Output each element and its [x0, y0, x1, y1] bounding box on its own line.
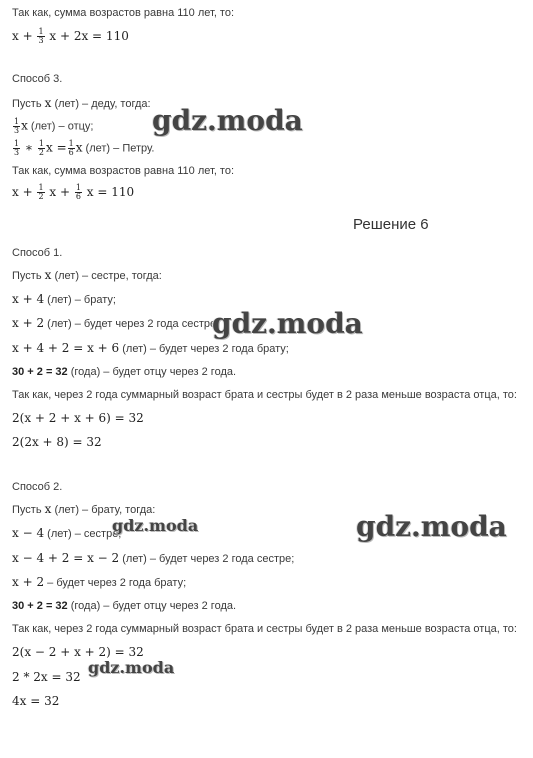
equation-line: 2(x + 2 + x + 6) = 32 [12, 411, 144, 425]
text-line [12, 575, 186, 590]
numerator: 1 [14, 117, 20, 126]
fraction [13, 118, 20, 135]
numerator: 1 [68, 139, 74, 148]
denominator: 3 [14, 126, 20, 135]
method-title: Способ 2. [12, 481, 63, 493]
text-part: (года) – будет отцу через 2 года. [67, 600, 237, 612]
math-term: x + 4 + 2 = x + 6 [12, 341, 120, 355]
text-part: (лет) – деду, тогда: [51, 98, 151, 110]
watermark: gdz.moda [152, 104, 303, 137]
watermark: gdz.moda [356, 510, 507, 543]
text-line [12, 96, 151, 111]
text-line [12, 341, 289, 356]
numerator: 1 [75, 183, 81, 192]
method-title: Способ 3. [12, 73, 63, 85]
math-term: x + 2 [12, 316, 45, 330]
math-term: x − 4 [12, 526, 45, 540]
math-term: x [44, 96, 52, 110]
fraction [68, 140, 75, 157]
text-part: (лет) – брату; [44, 294, 116, 306]
denominator: 6 [75, 192, 81, 201]
math-term: x [44, 502, 52, 516]
text-part: (лет) – Петру. [82, 142, 155, 155]
math-term: x [44, 268, 52, 282]
text-line [12, 118, 93, 135]
text-part: Пусть [12, 270, 45, 282]
denominator: 3 [14, 148, 20, 157]
text-line [12, 316, 219, 331]
math-term: x − 4 + 2 = x − 2 [12, 551, 120, 565]
text-line: Так как, через 2 года суммарный возраст брата и сестры будет в 2 раза меньше возраста отца, то: [12, 389, 517, 401]
method-title: Способ 1. [12, 247, 63, 259]
text-part: (лет) – брату, тогда: [51, 504, 156, 516]
text-line [12, 599, 236, 613]
math-term: ∗ [21, 140, 37, 155]
denominator: 6 [68, 148, 74, 157]
fraction [38, 140, 45, 157]
math-term: x [75, 140, 83, 155]
equation-line: 2(2x + 8) = 32 [12, 435, 102, 449]
text-line: Так как, сумма возрастов равна 110 лет, то: [12, 7, 235, 19]
math-term: x + 2 [12, 575, 45, 589]
text-part: Пусть [12, 98, 45, 110]
fraction [37, 184, 44, 201]
denominator: 2 [38, 192, 44, 201]
fraction [75, 184, 82, 201]
equation-line [12, 28, 129, 45]
text-line [12, 292, 116, 307]
math-term: x = [45, 140, 67, 155]
numerator: 1 [38, 139, 44, 148]
text-line [12, 502, 155, 517]
text-part: (года) – будет отцу через 2 года. [67, 366, 237, 378]
math-term: x = 110 [86, 185, 135, 199]
math-term: x [21, 118, 28, 133]
denominator: 2 [38, 148, 44, 157]
text-part: (лет) – будет через 2 года брату; [119, 343, 289, 355]
fraction [37, 28, 44, 45]
watermark: gdz.moda [88, 658, 175, 677]
text-line [12, 140, 154, 157]
equation-line: 4x = 32 [12, 694, 60, 708]
math-term: 30 + 2 = 32 [12, 366, 68, 378]
equation-line: 2(x − 2 + x + 2) = 32 [12, 645, 144, 659]
numerator: 1 [14, 139, 20, 148]
equation-line [12, 184, 134, 201]
denominator: 3 [38, 36, 44, 45]
math-term: 30 + 2 = 32 [12, 600, 68, 612]
text-part: (лет) – сестре; [44, 528, 122, 540]
fraction [13, 140, 20, 157]
math-term: x + [12, 185, 33, 199]
math-term: x + [12, 29, 33, 43]
text-part: – будет через 2 года брату; [44, 577, 187, 589]
numerator: 1 [38, 27, 44, 36]
math-term: x + 2x = 110 [49, 29, 129, 43]
solution-heading: Решение 6 [353, 216, 429, 233]
text-line: Так как, через 2 года суммарный возраст брата и сестры будет в 2 раза меньше возраста отца, то: [12, 623, 517, 635]
text-part: (лет) – будет через 2 года сестре; [44, 318, 220, 330]
text-line [12, 526, 121, 541]
math-term: x + [49, 185, 71, 199]
text-line [12, 365, 236, 379]
text-part: (лет) – будет через 2 года сестре; [119, 553, 295, 565]
watermark: gdz.moda [112, 516, 199, 535]
numerator: 1 [38, 183, 44, 192]
text-part: (лет) – отцу; [27, 120, 94, 133]
text-part: (лет) – сестре, тогда: [51, 270, 162, 282]
watermark: gdz.moda [212, 307, 363, 340]
text-line: Так как, сумма возрастов равна 110 лет, то: [12, 165, 235, 177]
equation-line: 2 * 2x = 32 [12, 670, 81, 684]
text-part: Пусть [12, 504, 45, 516]
text-line [12, 268, 162, 283]
math-term: x + 4 [12, 292, 45, 306]
text-line [12, 551, 294, 566]
